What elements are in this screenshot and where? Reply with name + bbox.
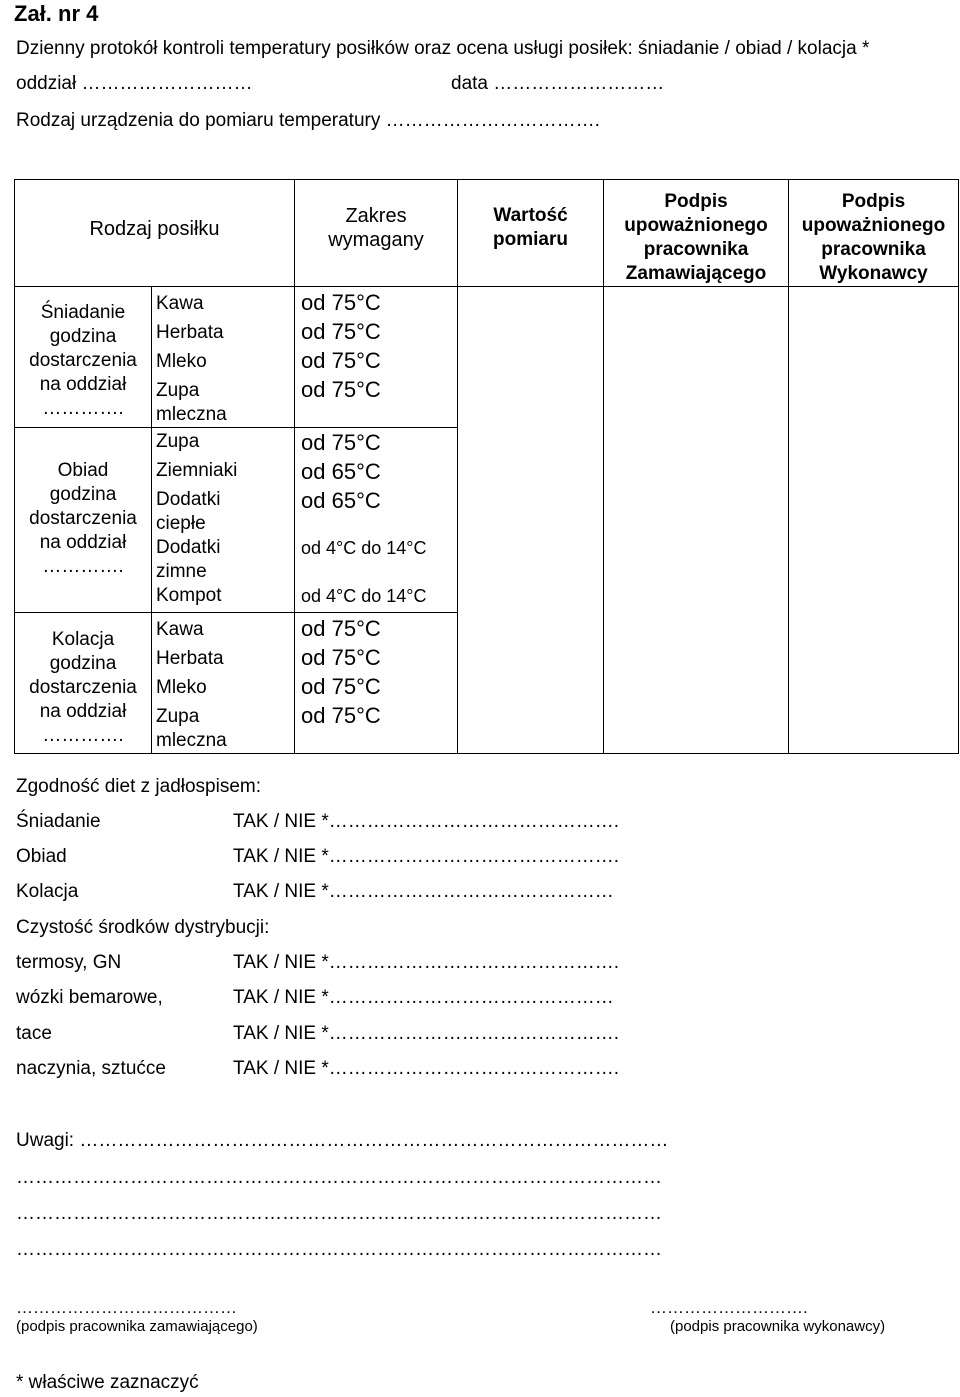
diet-dinner-field[interactable]: TAK / NIE *……………………………………… [233, 881, 614, 902]
item-milk-soup: Zupa mleczna [156, 380, 227, 425]
remarks-line[interactable]: ………………………………………………………………………………………… [16, 1239, 662, 1260]
temperature-table [14, 179, 959, 754]
clean-dishes-label: naczynia, sztućce [16, 1058, 166, 1079]
meal-breakfast-ranges [295, 287, 458, 428]
item-potatoes: Ziemniaki [156, 460, 238, 481]
range-hot-sides: od 65°C [301, 488, 381, 513]
meal-breakfast-items [152, 287, 295, 428]
range-milk-soup: od 75°C [301, 703, 381, 728]
clean-thermos-field[interactable]: TAK / NIE *………………………………………. [233, 952, 620, 973]
range-milk: od 75°C [301, 674, 381, 699]
range-tea: od 75°C [301, 645, 381, 670]
diet-lunch-label: Obiad [16, 846, 67, 867]
meal-lunch-items [152, 428, 295, 613]
header-signature-contractor: Podpis upoważnionego pracownika Wykonawcy [789, 180, 959, 287]
remarks-line[interactable]: ………………………………………………………………………………………… [16, 1167, 662, 1188]
diet-breakfast-field[interactable]: TAK / NIE *………………………………………. [233, 811, 620, 832]
item-compote: Kompot [156, 585, 222, 606]
clean-bainmarie-field[interactable]: TAK / NIE *……………………………………… [233, 987, 614, 1008]
remarks-field[interactable]: Uwagi: ………………………………………………………………………………… [16, 1130, 669, 1151]
date-field[interactable]: data ……………………… [451, 73, 665, 94]
signature-ordering-caption: (podpis pracownika zamawiającego) [16, 1318, 258, 1335]
meal-lunch-ranges [295, 428, 458, 613]
item-tea: Herbata [156, 648, 224, 669]
header-meal-type: Rodzaj posiłku [15, 180, 295, 287]
item-milk: Mleko [156, 677, 207, 698]
meal-lunch-label: Obiad godzina dostarczenia na oddział …………. [15, 428, 152, 613]
diet-breakfast-label: Śniadanie [16, 811, 101, 832]
range-tea: od 75°C [301, 319, 381, 344]
document-title: Zał. nr 4 [14, 1, 99, 26]
document-subtitle: Dzienny protokół kontroli temperatury posiłków oraz ocena usługi posiłek: śniadanie / obiad / kolacja * [16, 38, 870, 59]
range-coffee: od 75°C [301, 290, 381, 315]
item-tea: Herbata [156, 322, 224, 343]
range-milk: od 75°C [301, 348, 381, 373]
item-milk-soup: Zupa mleczna [156, 706, 227, 751]
range-milk-soup: od 75°C [301, 377, 381, 402]
cleanliness-heading: Czystość środków dystrybucji: [16, 917, 270, 938]
signature-ordering-cell[interactable] [604, 287, 789, 754]
header-measured: Wartość pomiaru [458, 180, 604, 287]
header-signature-ordering: Podpis upoważnionego pracownika Zamawiającego [604, 180, 789, 287]
item-milk: Mleko [156, 351, 207, 372]
clean-thermos-label: termosy, GN [16, 952, 122, 973]
range-cold-sides: od 4°C do 14°C [301, 538, 427, 558]
item-hot-sides: Dodatki ciepłe [156, 489, 221, 534]
signature-contractor-cell[interactable] [789, 287, 959, 754]
meal-dinner-label: Kolacja godzina dostarczenia na oddział …………. [15, 613, 152, 754]
range-potatoes: od 65°C [301, 459, 381, 484]
meal-breakfast-label: Śniadanie godzina dostarczenia na oddział …………. [15, 287, 152, 428]
ward-field[interactable]: oddział ……………………… [16, 73, 253, 94]
meal-dinner-ranges [295, 613, 458, 754]
clean-bainmarie-label: wózki bemarowe, [16, 987, 163, 1008]
signature-contractor-caption: (podpis pracownika wykonawcy) [670, 1318, 886, 1335]
remarks-line[interactable]: ………………………………………………………………………………………… [16, 1203, 662, 1224]
range-compote: od 4°C do 14°C [301, 586, 427, 606]
clean-trays-label: tace [16, 1023, 52, 1044]
item-coffee: Kawa [156, 619, 204, 640]
diet-heading: Zgodność diet z jadłospisem: [16, 776, 262, 797]
diet-lunch-field[interactable]: TAK / NIE *………………………………………. [233, 846, 620, 867]
measured-values-cell[interactable] [458, 287, 604, 754]
diet-dinner-label: Kolacja [16, 881, 79, 902]
range-soup: od 75°C [301, 430, 381, 455]
signature-ordering-line[interactable]: ………………………………… [16, 1298, 237, 1317]
device-field[interactable]: Rodzaj urządzenia do pomiaru temperatury ……………………………. [16, 110, 600, 131]
item-soup: Zupa [156, 431, 200, 452]
footnote: * właściwe zaznaczyć [16, 1372, 199, 1393]
clean-dishes-field[interactable]: TAK / NIE *………………………………………. [233, 1058, 620, 1079]
meal-dinner-items [152, 613, 295, 754]
header-range: Zakres wymagany [295, 180, 458, 287]
signature-contractor-line[interactable]: ………………………. [650, 1298, 808, 1317]
range-coffee: od 75°C [301, 616, 381, 641]
item-coffee: Kawa [156, 293, 204, 314]
item-cold-sides: Dodatki zimne [156, 537, 221, 582]
clean-trays-field[interactable]: TAK / NIE *………………………………………. [233, 1023, 620, 1044]
